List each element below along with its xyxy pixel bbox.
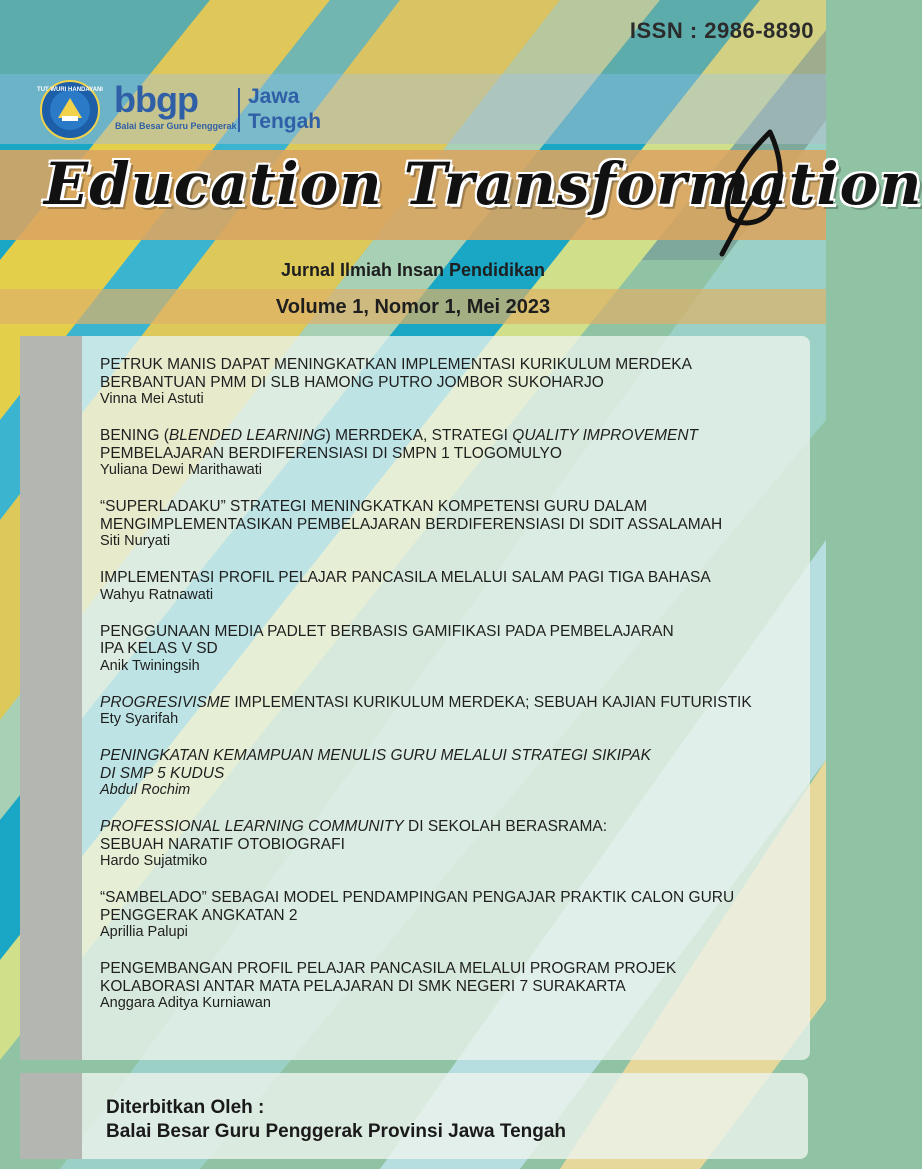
- region-line2: Tengah: [248, 110, 322, 133]
- title-part-italic: PROFESSIONAL LEARNING COMMUNITY: [100, 818, 404, 835]
- logo-divider: [238, 88, 240, 132]
- title-part: ) MERRDEKA, STRATEGI: [325, 427, 513, 444]
- publisher-panel: [20, 1073, 808, 1159]
- article-author: Ety Syarifah: [100, 711, 179, 727]
- title-line: PENGGUNAAN MEDIA PADLET BERBASIS GAMIFIKASI PADA PEMBELAJARAN: [100, 622, 674, 640]
- article-author: Siti Nuryati: [100, 533, 171, 549]
- volume-issue: Volume 1, Nomor 1, Mei 2023: [275, 296, 551, 318]
- article-title: [100, 747, 806, 782]
- publisher-side-strip: [20, 1073, 82, 1159]
- article-item: [100, 498, 806, 550]
- article-author: Yuliana Dewi Marithawati: [100, 462, 262, 478]
- title-part: DI SEKOLAH BERASRAMA:: [403, 818, 608, 835]
- title-line: SEBUAH NARATIF OTOBIOGRAFI: [100, 835, 345, 853]
- article-item: [100, 818, 806, 870]
- article-author: Aprillia Palupi: [100, 924, 188, 940]
- title-line: DI SMP 5 KUDUS: [100, 764, 225, 782]
- article-author: Wahyu Ratnawati: [100, 586, 214, 603]
- title-part-italic: BLENDED LEARNING: [168, 427, 326, 444]
- title-line: PETRUK MANIS DAPAT MENINGKATKAN IMPLEMENTASI KURIKULUM MERDEKA: [100, 356, 692, 373]
- article-title: [100, 569, 806, 587]
- article-item: [100, 356, 806, 408]
- title-line: PENGEMBANGAN PROFIL PELAJAR PANCASILA MELALUI PROGRAM PROJEK: [100, 960, 677, 977]
- seal-text: TUT WURI HANDAYANI: [37, 87, 103, 93]
- article-item: [100, 694, 806, 729]
- region-line1: Jawa: [248, 85, 300, 108]
- article-title: [100, 694, 806, 712]
- article-item: [100, 960, 806, 1012]
- region-name: [248, 84, 321, 134]
- title-line: KOLABORASI ANTAR MATA PELAJARAN DI SMK NEGERI 7 SURAKARTA: [100, 977, 626, 995]
- table-of-contents: [20, 336, 810, 1060]
- article-item: [100, 623, 806, 675]
- publisher-name: Balai Besar Guru Penggerak Provinsi Jawa Tengah: [106, 1121, 567, 1142]
- article-title: [100, 818, 806, 853]
- title-part: BENING (: [100, 427, 169, 444]
- article-item: [100, 889, 806, 941]
- toc-side-strip: [20, 336, 82, 1060]
- article-title: [100, 623, 806, 658]
- title-line: PEMBELAJARAN BERDIFERENSIASI DI SMPN 1 TLOGOMULYO: [100, 444, 562, 462]
- brand-subtitle: Balai Besar Guru Penggerak: [115, 121, 237, 131]
- journal-title: Education Transformation: [44, 150, 922, 218]
- brand-logo-text: bbgp: [114, 79, 198, 120]
- article-item: [100, 569, 806, 604]
- title-line: BERBANTUAN PMM DI SLB HAMONG PUTRO JOMBOR SUKOHARJO: [100, 373, 604, 391]
- article-item: [100, 747, 806, 799]
- tut-wuri-handayani-seal-icon: [37, 80, 103, 140]
- article-author: Vinna Mei Astuti: [100, 391, 204, 407]
- article-list: [100, 356, 806, 1031]
- title-line: MENGIMPLEMENTASIKAN PEMBELAJARAN BERDIFERENSIASI DI SDIT ASSALAMAH: [100, 515, 723, 533]
- title-line: IPA KELAS V SD: [100, 640, 218, 657]
- title-part-italic: QUALITY IMPROVEMENT: [512, 427, 699, 444]
- article-author: Hardo Sujatmiko: [100, 853, 208, 869]
- article-title: [100, 960, 806, 995]
- article-title: [100, 889, 806, 924]
- article-author: Abdul Rochim: [100, 782, 191, 798]
- article-title: [100, 356, 806, 391]
- title-line: “SUPERLADAKU” STRATEGI MENINGKATKAN KOMPETENSI GURU DALAM: [100, 498, 648, 515]
- leaf-icon: [712, 128, 788, 258]
- title-line: “SAMBELADO” SEBAGAI MODEL PENDAMPINGAN PENGAJAR PRAKTIK CALON GURU: [100, 889, 735, 906]
- title-line: PENINGKATAN KEMAMPUAN MENULIS GURU MELALUI STRATEGI SIKIPAK: [100, 747, 651, 764]
- publisher-label: Diterbitkan Oleh :: [106, 1097, 265, 1118]
- title-line: IMPLEMENTASI PROFIL PELAJAR PANCASILA MELALUI SALAM PAGI TIGA BAHASA: [100, 569, 711, 586]
- article-title: [100, 498, 806, 533]
- article-author: Anggara Aditya Kurniawan: [100, 995, 271, 1011]
- title-line: PENGGERAK ANGKATAN 2: [100, 906, 298, 924]
- issn-number: ISSN : 2986-8890: [629, 18, 814, 43]
- title-part: IMPLEMENTASI KURIKULUM MERDEKA; SEBUAH KAJIAN FUTURISTIK: [230, 693, 752, 711]
- journal-subtitle: Jurnal Ilmiah Insan Pendidikan: [280, 260, 546, 280]
- article-title: [100, 427, 806, 462]
- article-item: [100, 427, 806, 479]
- title-part-italic: PROGRESIVISME: [100, 693, 231, 711]
- article-author: Anik Twiningsih: [100, 657, 200, 674]
